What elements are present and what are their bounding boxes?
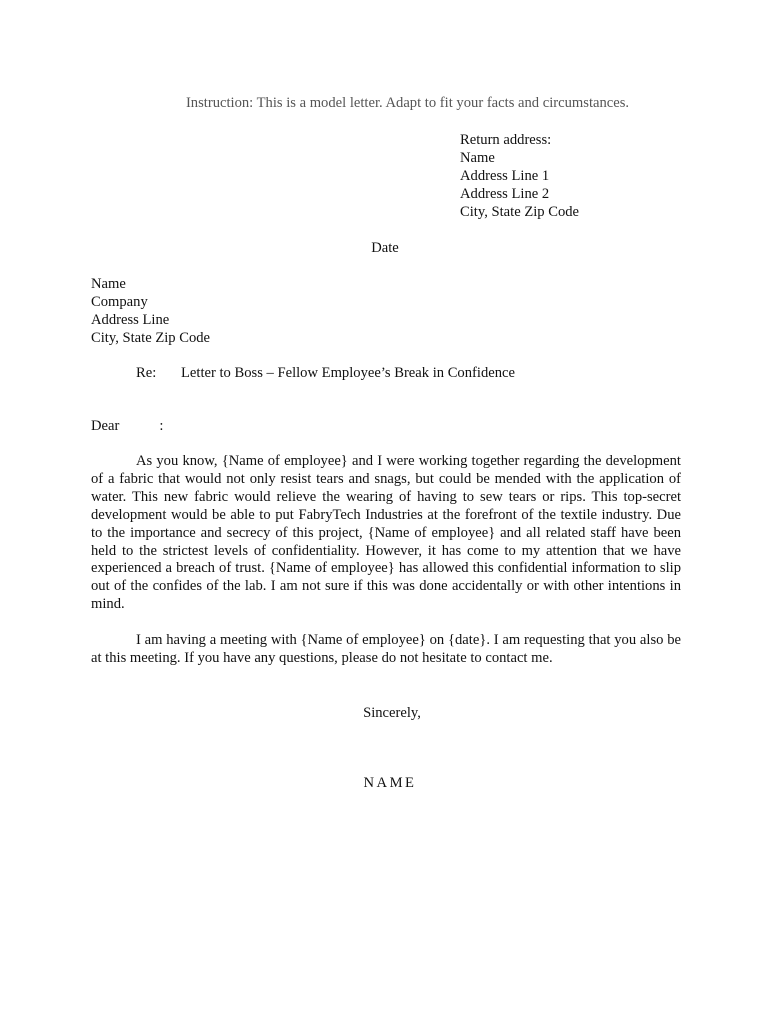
subject-text: Letter to Boss – Fellow Employee’s Break in Confidence: [181, 365, 515, 381]
return-address-label: Return address:: [460, 132, 552, 148]
recipient-city-state-zip: City, State Zip Code: [91, 330, 211, 346]
return-address-name: Name: [460, 150, 495, 166]
subject-label: Re:: [136, 365, 157, 381]
instruction-text: Instruction: This is a model letter. Adapt to fit your facts and circumstances.: [185, 95, 630, 111]
recipient-name: Name: [91, 276, 126, 292]
closing: Sincerely,: [363, 705, 421, 721]
salutation-word: Dear: [91, 418, 120, 434]
signature-name: NAME: [363, 775, 417, 791]
body-paragraph-2: I am having a meeting with {Name of employee} on {date}. I am requesting that you also be at this meeting. If you have any questions, please do not hesitate to contact me.: [91, 632, 681, 666]
return-address-block: [460, 131, 579, 221]
recipient-address-line: Address Line: [91, 312, 170, 328]
subject-line: [136, 364, 515, 382]
recipient-block: [91, 275, 210, 347]
return-address-line-1: Address Line 1: [460, 168, 550, 184]
salutation: [91, 417, 163, 435]
letter-date: Date: [371, 240, 399, 256]
recipient-company: Company: [91, 294, 148, 310]
return-address-line-2: Address Line 2: [460, 186, 550, 202]
salutation-colon: :: [159, 418, 164, 434]
body-paragraph-1: As you know, {Name of employee} and I were working together regarding the development of a fabric that would not only resist tears and snags, but could be mended with the application of water. This new fabric would relieve the wearing of having to sew tears or rips. This top-secret development would be able to put FabryTech Industries at the forefront of the textile industry. Due to the importance and secrecy of this project, {Name of employee} and all related staff have been held to the strictest levels of confidentiality. However, it has come to my attention that we have experienced a breach of trust. {Name of employee} has allowed this confidential information to slip out of the confides of the lab. I am not sure if this was done accidentally or with other intentions in mind.: [91, 453, 681, 613]
return-address-city-state-zip: City, State Zip Code: [460, 204, 580, 220]
